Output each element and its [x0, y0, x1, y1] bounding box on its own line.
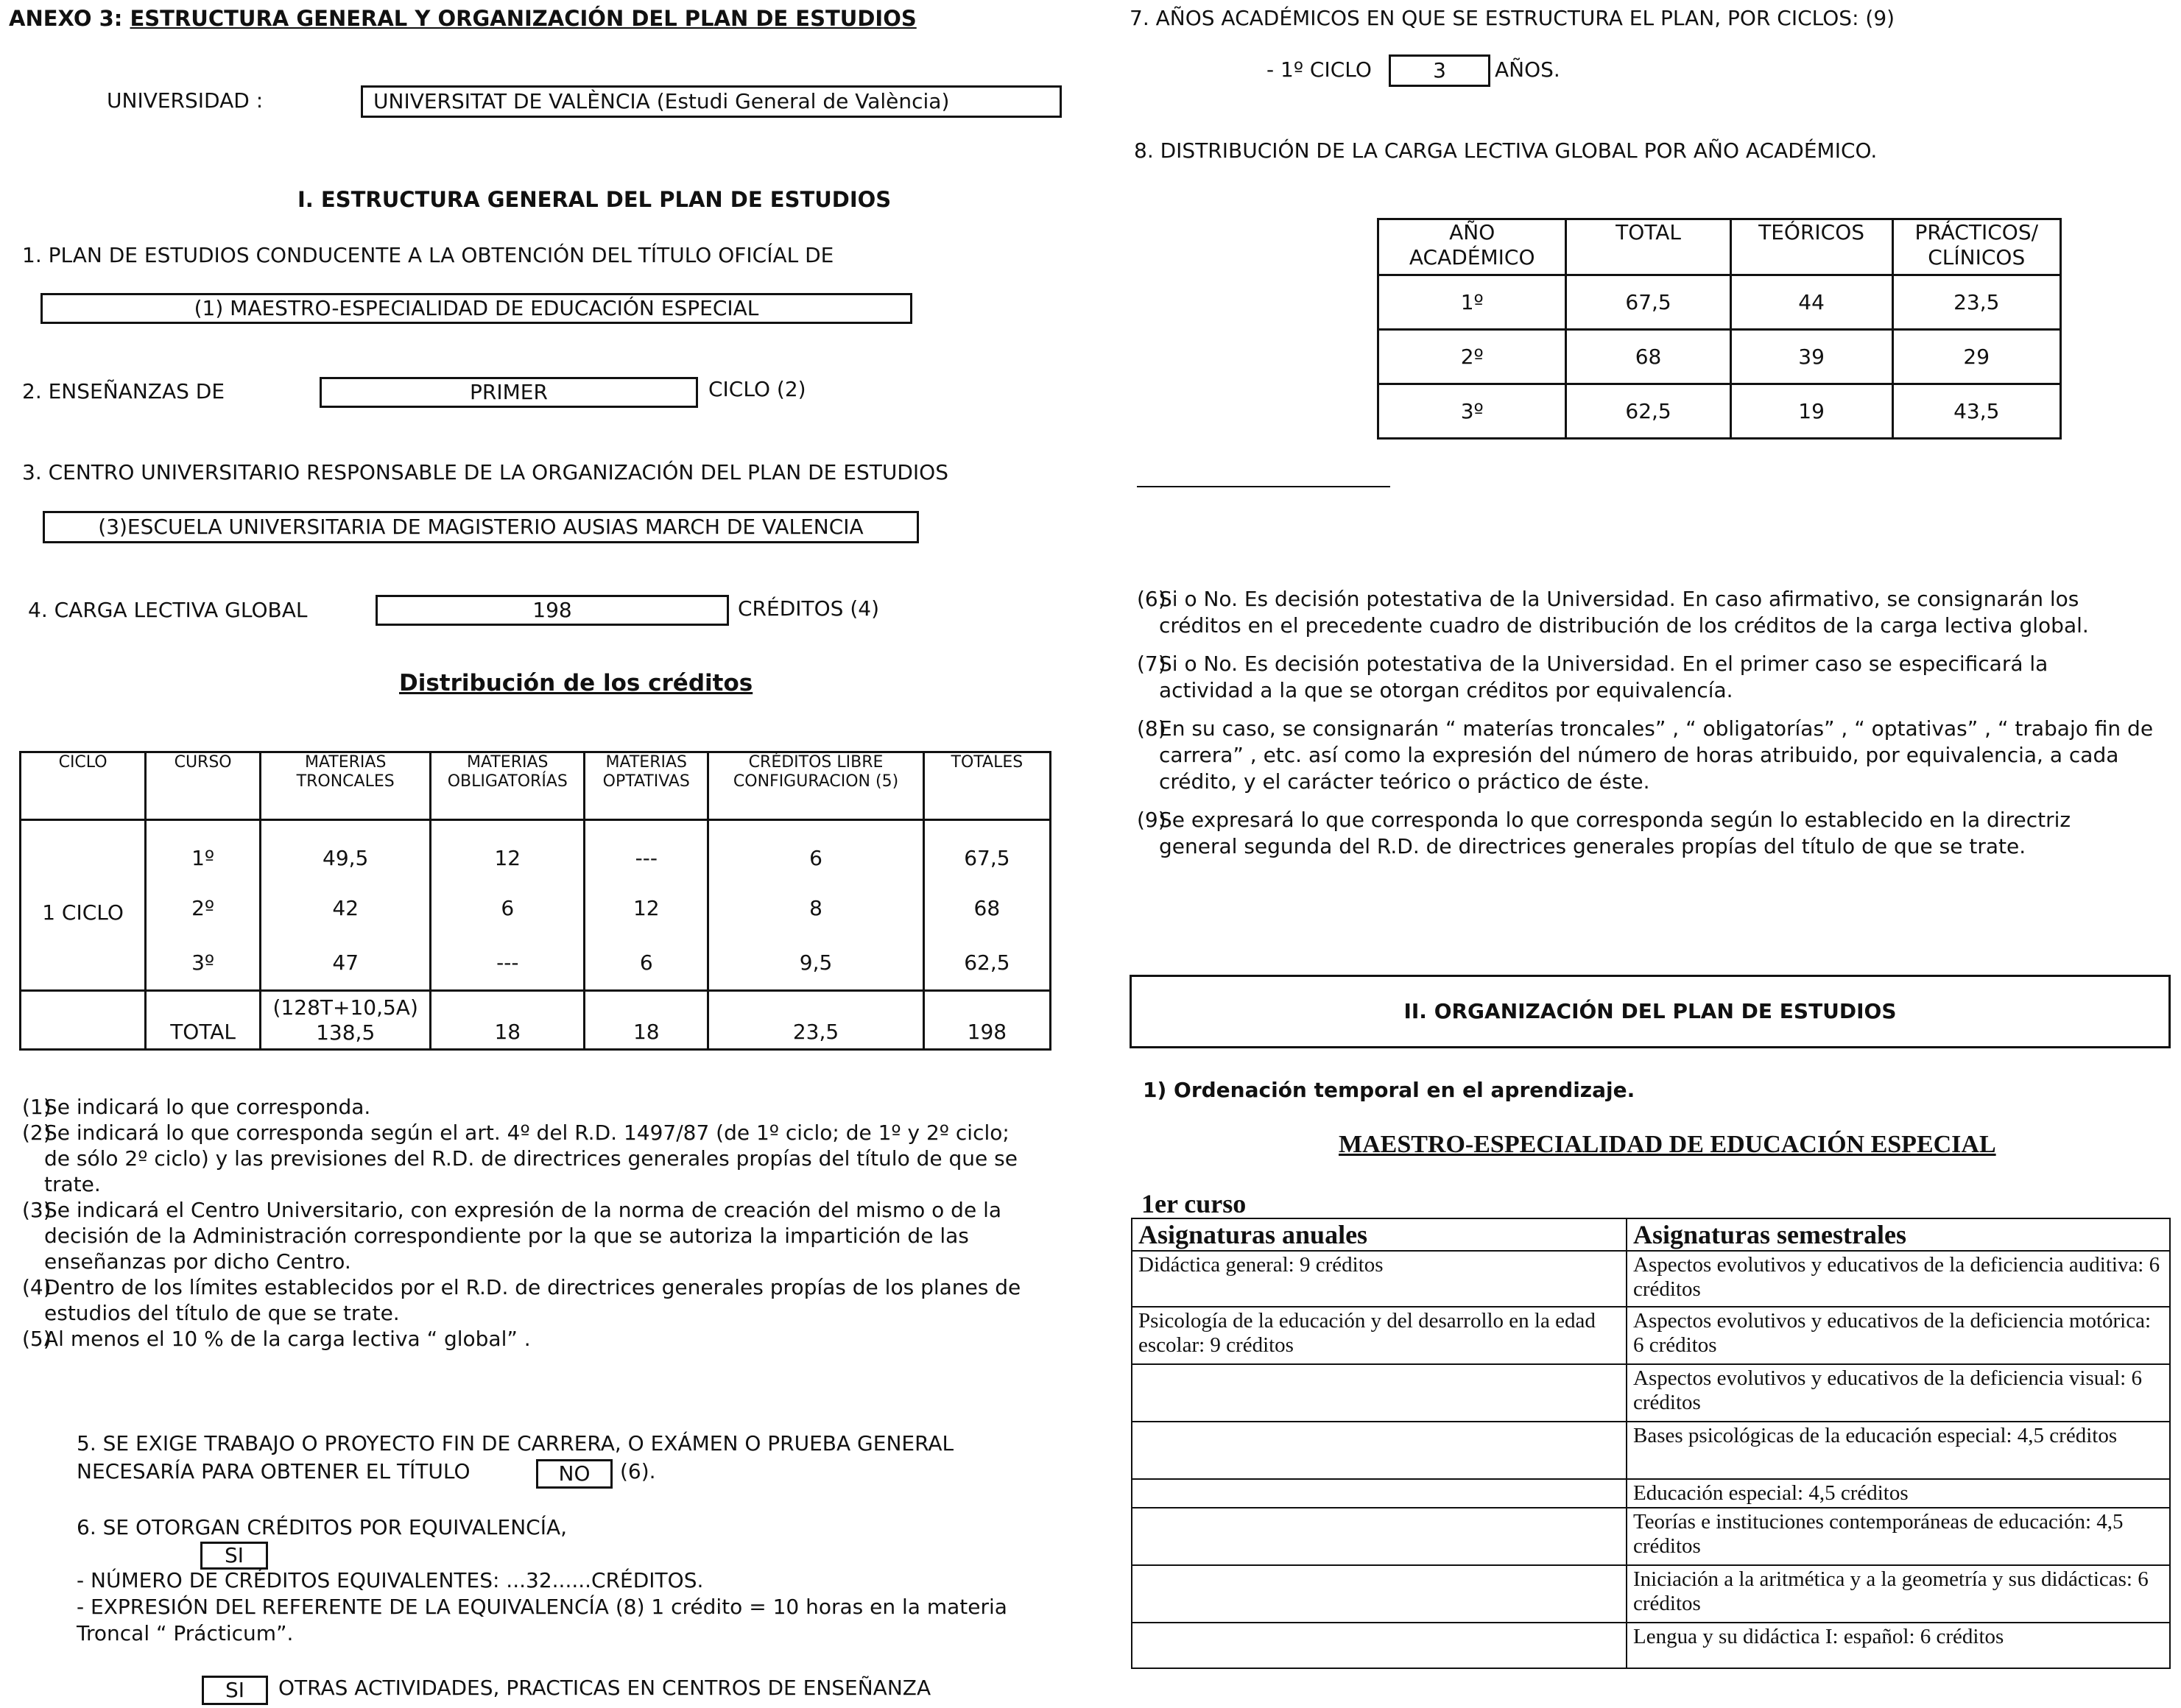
distribution-title: Distribución de los créditos [399, 670, 753, 696]
table-row [1132, 1251, 2170, 1307]
footnote: (6)Si o No. Es decisión potestativa de la Universidad. En caso afirmativo, se consignarán los [1137, 587, 2079, 611]
header-libre: CRÉDITOS LIBRE CONFIGURACION (5) [708, 752, 923, 820]
cell: 23,5 [1892, 275, 2061, 330]
footnote-line: decisión de la Administración correspondiente por la que se autoriza la impartición de las [44, 1224, 969, 1248]
table-row [1378, 330, 2061, 384]
cell: Didáctica general: 9 créditos [1132, 1251, 1627, 1307]
year-table [1377, 218, 2062, 440]
item3-field: (3)ESCUELA UNIVERSITARIA DE MAGISTERIO AUSIAS MARCH DE VALENCIA [43, 511, 919, 543]
cell: 68 [1566, 330, 1730, 384]
total-row [21, 991, 1051, 1050]
specialty-title: MAESTRO-ESPECIALIDAD DE EDUCACIÓN ESPECIAL [1339, 1131, 1996, 1158]
footnote-line: general segunda del R.D. de directrices generales propías del título de que se trate. [1159, 834, 2026, 858]
section2-banner: II. ORGANIZACIÓN DEL PLAN DE ESTUDIOS [1130, 975, 2171, 1048]
item5-suffix: (6). [620, 1459, 656, 1483]
annex-prefix: ANEXO 3: [9, 6, 123, 31]
footnote: (3)Se indicará el Centro Universitario, con expresión de la norma de creación del mismo o de la [22, 1198, 1002, 1222]
table-row [21, 836, 1051, 881]
footnote-line: créditos en el precedente cuadro de distribución de los créditos de la carga lectiva global. [1159, 613, 2089, 638]
cell: TOTAL [146, 991, 261, 1050]
cell [1132, 1623, 1627, 1668]
year-header-row [1378, 219, 2061, 275]
university-field: UNIVERSITAT DE VALÈNCIA (Estudi General de València) [361, 85, 1062, 118]
item6-other-field: SI [202, 1676, 268, 1705]
footnote: (9)Se expresará lo que corresponda lo que corresponda según lo establecido en la directriz [1137, 808, 2071, 832]
cell: 62,5 [1566, 384, 1730, 439]
item5-line2: NECESARÍA PARA OBTENER EL TÍTULO [77, 1459, 471, 1483]
schedule-header-row [1132, 1218, 2170, 1251]
annex-title: ESTRUCTURA GENERAL Y ORGANIZACIÓN DEL PLAN DE ESTUDIOS [130, 6, 917, 31]
cell: 12 [585, 881, 708, 936]
table-row [1132, 1508, 2170, 1565]
cell: 2º [1378, 330, 1566, 384]
section1-title: I. ESTRUCTURA GENERAL DEL PLAN DE ESTUDIOS [297, 187, 892, 212]
item7-suffix: AÑOS. [1495, 57, 1560, 82]
left-footnotes [22, 1094, 1021, 1352]
footnote: (5)Al menos el 10 % de la carga lectiva “ global” . [22, 1327, 531, 1351]
footnote-line: actividad a la que se otorgan créditos por equivalencía. [1159, 678, 1733, 702]
footnote: (1)Se indicará lo que corresponda. [22, 1095, 371, 1119]
right-footnotes [1137, 586, 2153, 860]
table-row [1132, 1479, 2170, 1508]
cell [1132, 1422, 1627, 1479]
cell: 39 [1730, 330, 1892, 384]
table-row [1132, 1364, 2170, 1422]
cell: Bases psicológicas de la educación especial: 4,5 créditos [1627, 1422, 2170, 1479]
credits-table [19, 751, 1051, 1051]
cell [1132, 1479, 1627, 1508]
item2-suffix: CICLO (2) [708, 377, 806, 401]
footnote-line: enseñanzas por dicho Centro. [44, 1249, 351, 1274]
cell [1132, 1508, 1627, 1565]
header-teoricos: TEÓRICOS [1730, 219, 1892, 275]
footnote: (2)Se indicará lo que corresponda según el art. 4º del R.D. 1497/87 (de 1º ciclo; de 1º y 2º ciclo; [22, 1121, 1010, 1145]
footnote-line: de sólo 2º ciclo) y las previsiones del R.D. de directrices generales propías del título de que se [44, 1146, 1018, 1171]
cell: Aspectos evolutivos y educativos de la deficiencia auditiva: 6 créditos [1627, 1251, 2170, 1307]
item7-prefix: - 1º CICLO [1266, 57, 1372, 82]
footnote: (8)En su caso, se consignarán “ materías troncales” , “ obligatorías” , “ optativas” , “ trabajo fin de [1137, 716, 2154, 741]
item7-label: 7. AÑOS ACADÉMICOS EN QUE SE ESTRUCTURA EL PLAN, POR CICLOS: (9) [1130, 6, 1895, 30]
cell: 6 [585, 936, 708, 991]
table-row [1378, 275, 2061, 330]
cell: 18 [585, 991, 708, 1050]
cell: 198 [923, 991, 1050, 1050]
cell: 43,5 [1892, 384, 2061, 439]
cell: Teorías e instituciones contemporáneas de educación: 4,5 créditos [1627, 1508, 2170, 1565]
cell: Educación especial: 4,5 créditos [1627, 1479, 2170, 1508]
cell: Aspectos evolutivos y educativos de la deficiencia visual: 6 créditos [1627, 1364, 2170, 1422]
schedule-table [1131, 1218, 2171, 1669]
item4-field: 198 [376, 595, 729, 626]
cell: 3º [1378, 384, 1566, 439]
item5-line1: 5. SE EXIGE TRABAJO O PROYECTO FIN DE CARRERA, O EXÁMEN O PRUEBA GENERAL [77, 1431, 954, 1455]
annex-heading [9, 6, 917, 31]
cell: 29 [1892, 330, 2061, 384]
cell: 8 [708, 881, 923, 936]
footnote: (4)Dentro de los límites establecidos por el R.D. de directrices generales propías de los planes de [22, 1275, 1021, 1299]
item6-field: SI [200, 1542, 268, 1570]
ciclo-cell: 1 CICLO [21, 836, 146, 991]
ordenacion-subtitle: 1) Ordenación temporal en el aprendizaje. [1143, 1078, 1635, 1102]
header-troncales: MATERIAS TRONCALES [261, 752, 431, 820]
item6-line4: Troncal “ Prácticum”. [77, 1621, 294, 1645]
item6-line3: - EXPRESIÓN DEL REFERENTE DE LA EQUIVALENCÍA (8) 1 crédito = 10 horas en la materia [77, 1595, 1007, 1619]
cell: 18 [431, 991, 585, 1050]
table-row [1132, 1565, 2170, 1623]
item7-field: 3 [1389, 54, 1490, 87]
footnote-line: carrera” , etc. así como la expresión del número de horas atribuido, por equivalencia, a cada [1159, 743, 2119, 767]
cell: Aspectos evolutivos y educativos de la deficiencia motórica: 6 créditos [1627, 1307, 2170, 1364]
header-semester: Asignaturas semestrales [1627, 1218, 2170, 1251]
item4-label: 4. CARGA LECTIVA GLOBAL [28, 598, 308, 622]
university-label: UNIVERSIDAD : [107, 88, 264, 113]
table-row [1132, 1422, 2170, 1479]
item1-label: 1. PLAN DE ESTUDIOS CONDUCENTE A LA OBTENCIÓN DEL TÍTULO OFICÍAL DE [22, 243, 834, 267]
cell [1132, 1364, 1627, 1422]
table-row [1132, 1623, 2170, 1668]
credits-header-row [21, 752, 1051, 820]
table-row [21, 881, 1051, 936]
header-obligatorias: MATERIAS OBLIGATORÍAS [431, 752, 585, 820]
cell: 1º [1378, 275, 1566, 330]
item2-label: 2. ENSEÑANZAS DE [22, 379, 225, 403]
footnote-divider [1137, 486, 1390, 487]
header-annual: Asignaturas anuales [1132, 1218, 1627, 1251]
cell: Iniciación a la aritmética y a la geometría y sus didácticas: 6 créditos [1627, 1565, 2170, 1623]
cell: 62,5 [923, 936, 1050, 991]
cell: --- [585, 836, 708, 881]
header-totales: TOTALES [923, 752, 1050, 820]
item6-label: 6. SE OTORGAN CRÉDITOS POR EQUIVALENCÍA, [77, 1515, 568, 1539]
cell: --- [431, 936, 585, 991]
cell: Psicología de la educación y del desarrollo en la edad escolar: 9 créditos [1132, 1307, 1627, 1364]
cell: 3º [146, 936, 261, 991]
header-year: AÑO ACADÉMICO [1378, 219, 1566, 275]
course-label: 1er curso [1141, 1189, 1247, 1218]
cell: 6 [431, 881, 585, 936]
cell: 44 [1730, 275, 1892, 330]
cell: 67,5 [923, 836, 1050, 881]
cell: 6 [708, 836, 923, 881]
cell: Lengua y su didáctica I: español: 6 créditos [1627, 1623, 2170, 1668]
cell: 23,5 [708, 991, 923, 1050]
item3-label: 3. CENTRO UNIVERSITARIO RESPONSABLE DE LA ORGANIZACIÓN DEL PLAN DE ESTUDIOS [22, 460, 948, 484]
cell: 42 [261, 881, 431, 936]
header-ciclo: CICLO [21, 752, 146, 820]
footnote-line: trate. [44, 1172, 101, 1196]
cell: 1º [146, 836, 261, 881]
item5-field: NO [536, 1459, 613, 1489]
table-row [21, 936, 1051, 991]
footnote-line: crédito, y el carácter teórico o práctico de éste. [1159, 769, 1650, 794]
cell: 49,5 [261, 836, 431, 881]
item6-other-text: OTRAS ACTIVIDADES, PRACTICAS EN CENTROS DE ENSEÑANZA [278, 1676, 931, 1700]
header-curso: CURSO [146, 752, 261, 820]
header-practicos: PRÁCTICOS/ CLÍNICOS [1892, 219, 2061, 275]
cell: 12 [431, 836, 585, 881]
item2-field: PRIMER [320, 377, 698, 408]
item4-suffix: CRÉDITOS (4) [738, 596, 879, 621]
item8-label: 8. DISTRIBUCIÓN DE LA CARGA LECTIVA GLOBAL POR AÑO ACADÉMICO. [1134, 138, 1878, 163]
footnote: (7)Si o No. Es decisión potestativa de la Universidad. En el primer caso se especificará la [1137, 652, 2048, 676]
header-optativas: MATERIAS OPTATIVAS [585, 752, 708, 820]
table-row [1378, 384, 2061, 439]
table-row [1132, 1307, 2170, 1364]
item1-field: (1) MAESTRO-ESPECIALIDAD DE EDUCACIÓN ESPECIAL [40, 293, 912, 324]
item6-line2: - NÚMERO DE CRÉDITOS EQUIVALENTES: ...32......CRÉDITOS. [77, 1568, 704, 1592]
cell: 19 [1730, 384, 1892, 439]
cell: 67,5 [1566, 275, 1730, 330]
footnote-line: estudios del título de que se trate. [44, 1301, 400, 1325]
cell: (128T+10,5A) 138,5 [261, 991, 431, 1050]
cell [1132, 1565, 1627, 1623]
cell: 47 [261, 936, 431, 991]
cell: 9,5 [708, 936, 923, 991]
header-total: TOTAL [1566, 219, 1730, 275]
cell: 68 [923, 881, 1050, 936]
cell: 2º [146, 881, 261, 936]
